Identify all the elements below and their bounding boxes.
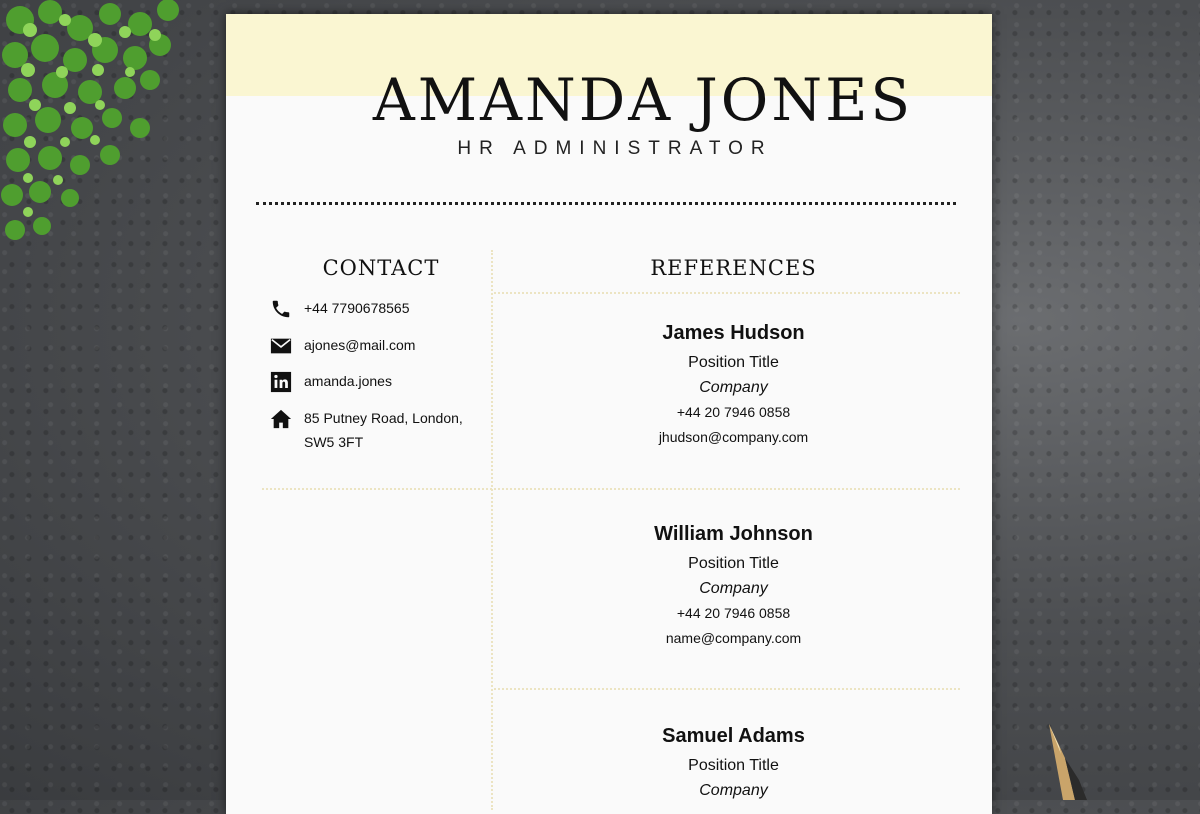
reference-email: jhudson@company.com [658, 429, 809, 445]
section-rule [262, 488, 960, 490]
contact-address-text: 85 Putney Road, London, SW5 3FT [304, 410, 463, 450]
home-icon [270, 408, 292, 430]
phone-icon [270, 298, 292, 320]
candidate-name: AMANDA JONES [372, 66, 914, 134]
contact-phone-text: +44 7790678565 [304, 300, 410, 316]
contact-heading: CONTACT [322, 256, 440, 280]
plant-decoration [0, 0, 200, 250]
references-heading-rule [494, 292, 960, 294]
fountain-pen-decoration [1035, 724, 1095, 800]
reference-rule [494, 688, 960, 690]
reference-position: Position Title [688, 555, 779, 572]
column-divider [491, 250, 493, 810]
contact-email-text: ajones@mail.com [304, 337, 416, 353]
reference-position: Position Title [688, 757, 779, 774]
reference-company: Company [699, 580, 768, 597]
reference-entry [506, 318, 961, 450]
reference-company: Company [699, 379, 768, 396]
reference-email: name@company.com [665, 630, 802, 646]
reference-name: James Hudson [662, 322, 805, 344]
header-divider [256, 202, 956, 205]
contact-email [270, 335, 480, 357]
reference-name: William Johnson [654, 523, 813, 545]
reference-phone: +44 20 7946 0858 [676, 605, 791, 621]
references-heading: REFERENCES [650, 256, 817, 280]
reference-company: Company [699, 782, 768, 799]
contact-phone [270, 298, 480, 320]
resume-page [226, 14, 992, 814]
reference-name: Samuel Adams [662, 725, 805, 747]
reference-position: Position Title [688, 354, 779, 371]
linkedin-icon [270, 371, 292, 393]
reference-entry [506, 519, 961, 651]
contact-linkedin-text: amanda.jones [304, 373, 392, 389]
job-title: HR ADMINISTRATOR [457, 138, 773, 159]
reference-entry [506, 721, 961, 803]
reference-phone: +44 20 7946 0858 [676, 404, 791, 420]
contact-linkedin [270, 371, 480, 393]
envelope-icon [270, 335, 292, 357]
contact-address [270, 408, 480, 454]
